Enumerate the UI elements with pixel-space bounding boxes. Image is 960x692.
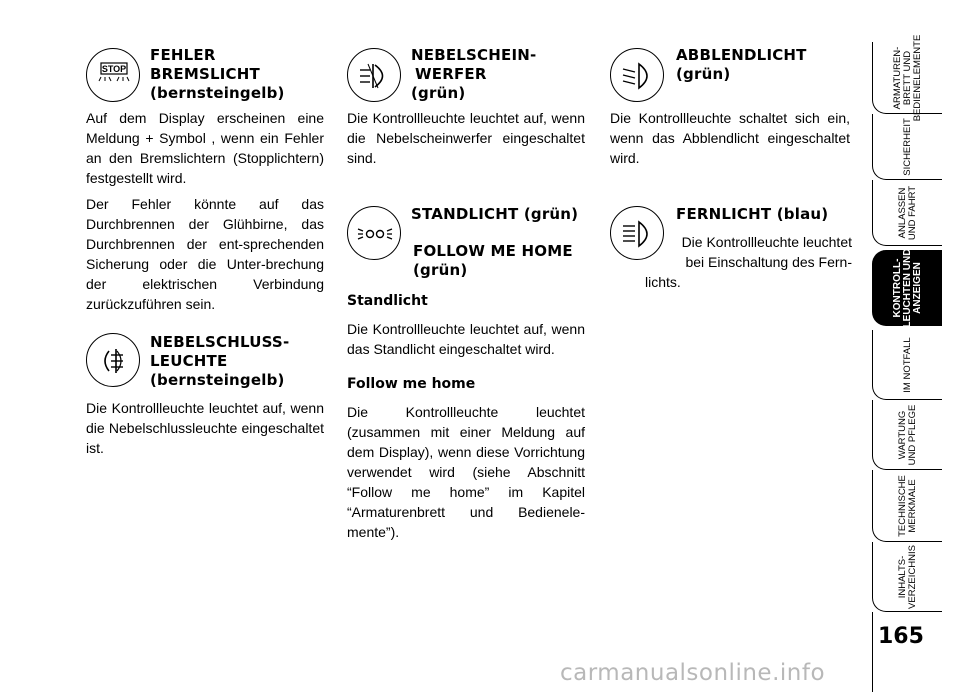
fehler-bremslicht-text: Auf dem Display erscheinen eine Meldung + Symbol , wenn ein Fehler an den Bremslichtern (Stopplichtern) festgestellt wird. Der Fehler könnte auf das Durchbrennen der Glühbirne, das Durchbrennen der ent-sprechenden Sicherung oder die Unter-brechung der elektrischen Verbindung zurückzuführen sein. xyxy=(86,110,324,312)
tab-label: INHALTS- VERZEICHNIS xyxy=(896,544,918,609)
tab-label: SICHERHEIT xyxy=(901,117,913,176)
follow-me-home-subheading: Follow me home xyxy=(347,376,476,392)
tab-label: WARTUNG UND PFLEGE xyxy=(896,404,918,465)
tab-label: KONTROLL- LEUCHTEN UND ANZEIGEN xyxy=(891,248,923,327)
tab-anlassen-und-fahrt[interactable] xyxy=(872,180,942,246)
low-beam-icon xyxy=(610,48,664,102)
standlicht-heading: STANDLICHT (grün) xyxy=(411,205,579,223)
nebelschlussleuchte-text: Die Kontrollleuchte leuchtet auf, wenn die Nebelschlussleuchte eingeschaltet ist. xyxy=(86,400,324,456)
follow-me-home-text: Die Kontrollleuchte leuchtet (zusammen mit einer Meldung auf dem Display), wenn diese Vorrichtung verwendet wird (siehe Abschnitt “Follow me home” im Kapitel “Armaturenbrett und Bedienele-mente”). xyxy=(347,404,585,540)
tab-label: ANLASSEN UND FAHRT xyxy=(896,185,918,240)
tab-kontrollleuchten[interactable] xyxy=(872,250,942,326)
abblendlicht-text: Die Kontrollleuchte schaltet sich ein, wenn das Abblendlicht eingeschaltet wird. xyxy=(610,110,850,166)
nebelscheinwerfer-heading: NEBELSCHEIN- WERFER (grün) xyxy=(411,46,537,102)
fehler-bremslicht-heading: FEHLER BREMSLICHT (bernsteingelb) xyxy=(150,46,285,102)
standlicht-subheading: Standlicht xyxy=(347,293,428,309)
page-number: 165 xyxy=(878,624,924,649)
follow-me-home-heading: FOLLOW ME HOME (grün) xyxy=(413,242,573,279)
tab-label: TECHNISCHE MERKMALE xyxy=(896,474,918,537)
fernlicht-text-line1: Die Kontrollleuchte leuchtet xyxy=(681,234,852,250)
chapter-tab-bar xyxy=(872,0,960,692)
nebelscheinwerfer-text: Die Kontrollleuchte leuchtet auf, wenn die Nebelscheinwerfer eingeschaltet sind. xyxy=(347,110,585,166)
tab-im-notfall[interactable] xyxy=(872,330,942,400)
brake-light-fault-icon xyxy=(86,48,140,102)
tab-label: ARMATUREN- BRETT UND BEDIENELEMENTE xyxy=(891,34,923,121)
fernlicht-heading: FERNLICHT (blau) xyxy=(676,205,829,223)
abblendlicht-heading: ABBLENDLICHT (grün) xyxy=(676,46,807,83)
tab-wartung-und-pflege[interactable] xyxy=(872,400,942,470)
standlicht-text: Die Kontrollleuchte leuchtet auf, wenn das Standlicht eingeschaltet wird. xyxy=(347,321,585,357)
nebelschlussleuchte-heading: NEBELSCHLUSS- LEUCHTE (bernsteingelb) xyxy=(150,333,290,389)
fernlicht-text-line3: lichts. xyxy=(645,274,681,290)
tab-bar-tail xyxy=(872,612,874,692)
front-fog-light-icon xyxy=(347,48,401,102)
rear-fog-light-icon xyxy=(86,333,140,387)
fernlicht-text-line2: bei Einschaltung des Fern- xyxy=(685,254,852,270)
svg-text:STOP: STOP xyxy=(101,64,127,74)
tab-armaturenbrett[interactable] xyxy=(872,34,942,121)
tab-technische-merkmale[interactable] xyxy=(872,470,942,542)
watermark: carmanualsonline.info xyxy=(560,660,826,686)
tab-label: IM NOTFALL xyxy=(901,336,913,393)
parking-light-icon xyxy=(347,206,401,260)
tab-sicherheit[interactable] xyxy=(872,114,942,180)
tab-inhaltsverzeichnis[interactable] xyxy=(872,542,942,612)
high-beam-icon xyxy=(610,206,664,260)
